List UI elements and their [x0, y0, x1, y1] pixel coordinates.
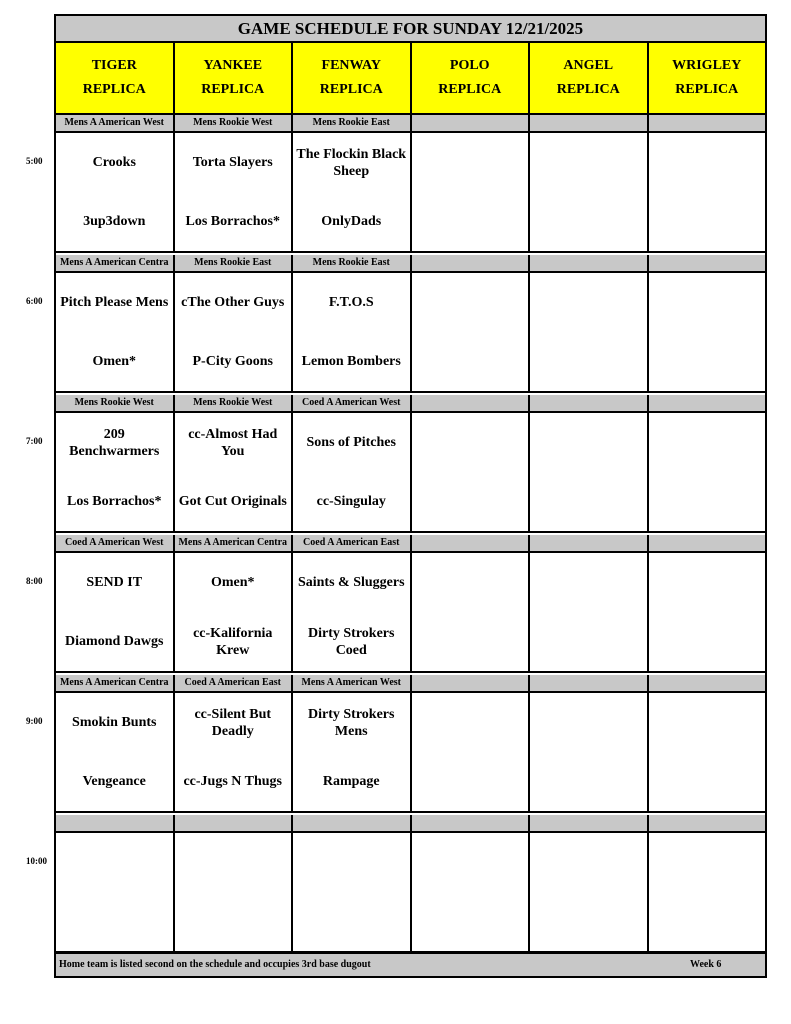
division-label — [649, 535, 766, 551]
division-row — [56, 675, 765, 693]
home-team — [649, 752, 766, 811]
home-team — [56, 892, 173, 951]
division-label: Mens Rookie East — [293, 255, 412, 271]
field-header-tiger — [56, 43, 175, 113]
home-team: Los Borrachos* — [67, 494, 162, 509]
away-team: Crooks — [92, 155, 136, 170]
field-type: REPLICA — [319, 82, 383, 97]
home-team: Omen* — [92, 354, 137, 369]
home-team: cc-Jugs N Thugs — [183, 774, 283, 789]
away-team — [412, 273, 529, 332]
field-header-polo — [412, 43, 531, 113]
away-team — [530, 693, 647, 752]
time-label: 6:00 — [26, 296, 43, 306]
away-team: Smokin Bunts — [72, 715, 157, 730]
field-header-row — [56, 43, 765, 115]
field-name: ANGEL — [563, 58, 614, 73]
game-cell — [412, 273, 531, 391]
away-team: Saints & Sluggers — [297, 575, 405, 590]
field-name: WRIGLEY — [672, 58, 742, 73]
game-cell — [56, 693, 175, 811]
schedule-title: GAME SCHEDULE FOR SUNDAY 12/21/2025 — [56, 16, 765, 43]
home-team — [412, 332, 529, 391]
home-team — [530, 332, 647, 391]
away-team: Pitch Please Mens — [60, 295, 169, 310]
time-slot-block — [56, 675, 765, 813]
home-team — [649, 472, 766, 531]
home-team — [530, 472, 647, 531]
division-label — [649, 815, 766, 831]
division-label — [412, 395, 531, 411]
field-type: REPLICA — [675, 82, 739, 97]
division-label — [412, 535, 531, 551]
away-team — [530, 273, 647, 332]
home-team — [412, 192, 529, 251]
time-slot-block — [56, 815, 765, 953]
time-label: 9:00 — [26, 716, 43, 726]
time-label: 7:00 — [26, 436, 43, 446]
field-type: REPLICA — [201, 82, 265, 97]
home-team: Lemon Bombers — [301, 354, 401, 369]
away-team — [649, 693, 766, 752]
division-label — [412, 255, 531, 271]
game-cell — [412, 133, 531, 251]
away-team — [175, 833, 292, 892]
away-team: cc-Almost Had You — [188, 426, 278, 459]
game-cell — [56, 133, 175, 251]
away-team — [530, 133, 647, 192]
division-label — [530, 535, 649, 551]
game-cell — [175, 833, 294, 951]
division-label — [56, 815, 175, 831]
division-label — [530, 675, 649, 691]
game-cell — [412, 693, 531, 811]
division-label — [649, 675, 766, 691]
division-label — [649, 255, 766, 271]
home-team — [293, 892, 410, 951]
field-header-wrigley — [649, 43, 766, 113]
home-team: P-City Goons — [192, 354, 273, 369]
away-team — [412, 833, 529, 892]
away-team — [412, 553, 529, 612]
home-team: Vengeance — [82, 774, 146, 789]
away-team: 209 Benchwarmers — [69, 426, 160, 459]
division-label — [530, 395, 649, 411]
division-label — [530, 255, 649, 271]
home-team: cc-Kalifornia Krew — [193, 625, 273, 658]
away-team — [412, 133, 529, 192]
game-cell — [649, 833, 766, 951]
game-row — [56, 413, 765, 533]
game-cell — [293, 413, 412, 531]
division-label — [412, 115, 531, 131]
field-type: REPLICA — [556, 82, 620, 97]
home-team — [412, 472, 529, 531]
time-slot-block — [56, 255, 765, 393]
field-name: FENWAY — [321, 58, 381, 73]
game-cell — [293, 553, 412, 671]
week-label: Week 6 — [690, 959, 722, 970]
away-team: Dirty Strokers Mens — [308, 706, 395, 739]
home-team: Los Borrachos* — [185, 214, 280, 229]
division-label: Mens Rookie East — [293, 115, 412, 131]
time-label: 8:00 — [26, 576, 43, 586]
time-label: 10:00 — [26, 856, 47, 866]
home-team — [412, 752, 529, 811]
division-row — [56, 115, 765, 133]
game-cell — [56, 553, 175, 671]
game-cell — [175, 133, 294, 251]
game-cell — [412, 833, 531, 951]
home-team: 3up3down — [83, 214, 146, 229]
home-team — [412, 892, 529, 951]
away-team: cThe Other Guys — [181, 295, 285, 310]
division-label: Mens A American West — [293, 675, 412, 691]
game-cell — [530, 693, 649, 811]
game-cell — [412, 553, 531, 671]
division-label — [530, 815, 649, 831]
game-cell — [175, 413, 294, 531]
away-team — [293, 833, 410, 892]
game-cell — [175, 273, 294, 391]
game-cell — [293, 693, 412, 811]
away-team: The Flockin Black Sheep — [296, 146, 407, 179]
home-team — [530, 752, 647, 811]
away-team — [530, 553, 647, 612]
game-cell — [649, 273, 766, 391]
schedule-sheet — [54, 14, 767, 978]
game-cell — [175, 693, 294, 811]
game-cell — [56, 413, 175, 531]
field-name: YANKEE — [203, 58, 263, 73]
home-team — [649, 892, 766, 951]
away-team — [412, 693, 529, 752]
game-cell — [530, 133, 649, 251]
division-label: Mens Rookie West — [175, 115, 294, 131]
game-cell — [56, 833, 175, 951]
division-label — [175, 815, 294, 831]
division-label — [412, 815, 531, 831]
away-team — [649, 833, 766, 892]
away-team — [412, 413, 529, 472]
field-name: POLO — [449, 58, 490, 73]
away-team — [530, 833, 647, 892]
away-team — [649, 133, 766, 192]
away-team: Sons of Pitches — [306, 435, 396, 450]
division-label: Mens A American Centra — [56, 255, 175, 271]
away-team — [649, 553, 766, 612]
home-team: Rampage — [322, 774, 380, 789]
game-cell — [530, 833, 649, 951]
game-cell — [412, 413, 531, 531]
game-row — [56, 273, 765, 393]
game-row — [56, 553, 765, 673]
away-team — [530, 413, 647, 472]
away-team — [649, 273, 766, 332]
away-team: cc-Silent But Deadly — [194, 706, 272, 739]
division-row — [56, 255, 765, 273]
home-team: Got Cut Originals — [178, 494, 287, 509]
time-slot-block — [56, 395, 765, 533]
home-team — [649, 192, 766, 251]
division-row — [56, 395, 765, 413]
division-label: Coed A American East — [293, 535, 412, 551]
home-team — [530, 192, 647, 251]
division-label — [649, 115, 766, 131]
away-team: Torta Slayers — [192, 155, 273, 170]
home-team: Dirty Strokers Coed — [308, 625, 395, 658]
home-team — [649, 612, 766, 671]
away-team: Omen* — [210, 575, 255, 590]
away-team — [649, 413, 766, 472]
field-header-fenway — [293, 43, 412, 113]
away-team: F.T.O.S — [328, 295, 374, 310]
time-slot-block — [56, 115, 765, 253]
game-cell — [293, 833, 412, 951]
division-label: Mens A American West — [56, 115, 175, 131]
game-row — [56, 133, 765, 253]
home-team: cc-Singulay — [316, 494, 386, 509]
game-cell — [649, 553, 766, 671]
division-row — [56, 815, 765, 833]
field-name: TIGER — [91, 58, 137, 73]
division-label: Coed A American West — [293, 395, 412, 411]
game-cell — [530, 413, 649, 531]
away-team — [56, 833, 173, 892]
game-cell — [649, 693, 766, 811]
home-team — [530, 892, 647, 951]
division-label — [530, 115, 649, 131]
field-type: REPLICA — [438, 82, 502, 97]
game-cell — [649, 413, 766, 531]
game-cell — [530, 273, 649, 391]
game-row — [56, 833, 765, 953]
game-cell — [293, 133, 412, 251]
home-team-note: Home team is listed second on the schedule and occupies 3rd base dugout — [59, 959, 371, 970]
game-row — [56, 693, 765, 813]
home-team — [175, 892, 292, 951]
division-label: Mens A American Centra — [56, 675, 175, 691]
home-team — [649, 332, 766, 391]
schedule-footer — [56, 952, 765, 976]
home-team: OnlyDads — [321, 214, 382, 229]
game-cell — [530, 553, 649, 671]
game-cell — [649, 133, 766, 251]
field-header-yankee — [175, 43, 294, 113]
time-slot-block — [56, 535, 765, 673]
division-label: Mens Rookie West — [56, 395, 175, 411]
division-label: Mens Rookie East — [175, 255, 294, 271]
division-label: Coed A American East — [175, 675, 294, 691]
division-label: Coed A American West — [56, 535, 175, 551]
game-cell — [175, 553, 294, 671]
field-header-angel — [530, 43, 649, 113]
time-label: 5:00 — [26, 156, 43, 166]
game-cell — [293, 273, 412, 391]
home-team: Diamond Dawgs — [65, 634, 164, 649]
field-type: REPLICA — [82, 82, 146, 97]
home-team — [530, 612, 647, 671]
division-label — [649, 395, 766, 411]
division-label: Mens A American Centra — [175, 535, 294, 551]
home-team — [412, 612, 529, 671]
game-cell — [56, 273, 175, 391]
division-label — [293, 815, 412, 831]
division-label: Mens Rookie West — [175, 395, 294, 411]
division-row — [56, 535, 765, 553]
division-label — [412, 675, 531, 691]
away-team: SEND IT — [86, 575, 143, 590]
